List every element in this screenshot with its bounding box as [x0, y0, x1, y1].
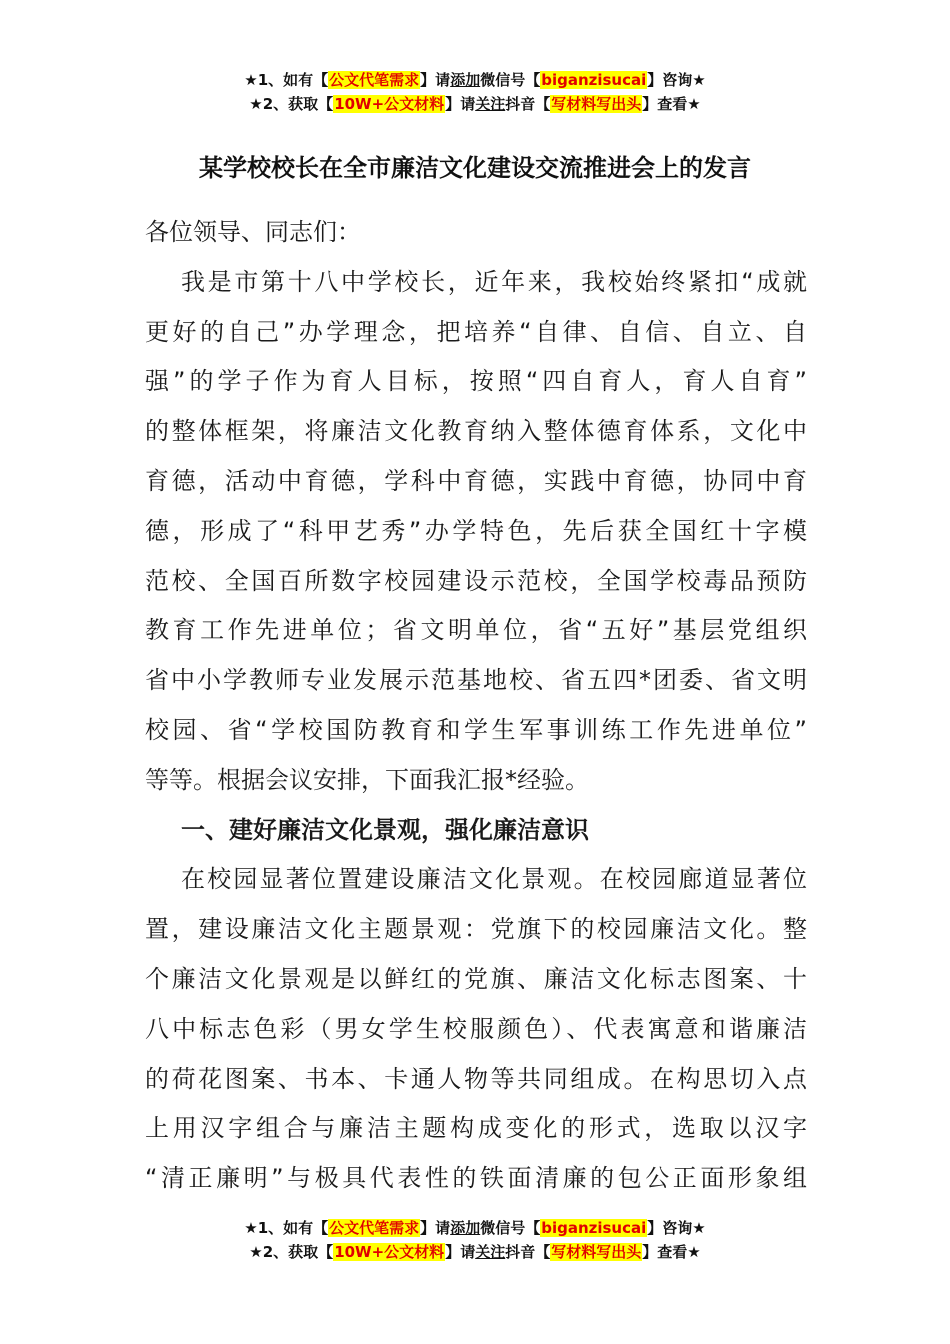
promo-text: ★1、如有【	[244, 71, 329, 89]
promo-text: 】请	[445, 1243, 476, 1261]
document-body	[145, 208, 807, 1204]
promo-highlight: 10W+公文材料	[334, 1243, 445, 1261]
promo-text: 】咨询★	[647, 71, 706, 89]
promo-highlight: 写材料写出头	[551, 95, 642, 113]
promo-highlight: biganzisucai	[541, 71, 647, 89]
promo-text: ★2、获取【	[249, 1243, 334, 1261]
para2-line: 上用汉字组合与廉洁主题构成变化的形式，选取以汉字	[145, 1114, 807, 1143]
promo-line-1	[0, 68, 950, 92]
para1-line: 范校、全国百所数字校园建设示范校，全国学校毒品预防	[145, 566, 807, 595]
promo-underline: 添加	[450, 71, 481, 89]
promo-underline: 关注	[475, 1243, 506, 1261]
promo-text: 】查看★	[642, 1243, 701, 1261]
promo-text: 微信号【	[480, 71, 541, 89]
promo-text: 】请	[445, 95, 476, 113]
promo-highlight: 10W+公文材料	[334, 95, 445, 113]
salutation: 各位领导、同志们：	[145, 218, 361, 246]
promo-line-2	[0, 1240, 950, 1264]
promo-highlight: 写材料写出头	[551, 1243, 642, 1261]
promo-text: 】查看★	[642, 95, 701, 113]
promo-text: 微信号【	[480, 1219, 541, 1237]
para2-line: 八中标志色彩（男女学生校服颜色）、代表寓意和谐廉洁	[145, 1014, 807, 1043]
promo-text: 】请	[420, 1219, 451, 1237]
para2-line: 的荷花图案、书本、卡通人物等共同组成。在构思切入点	[145, 1064, 807, 1093]
para2-line: 个廉洁文化景观是以鲜红的党旗、廉洁文化标志图案、十	[145, 964, 807, 993]
para1-line: 教育工作先进单位；省文明单位，省“五好”基层党组织	[145, 616, 807, 645]
para2-line: 在校园显著位置建设廉洁文化景观。在校园廊道显著位	[181, 865, 807, 894]
promo-line-2	[0, 92, 950, 116]
promo-text: 】请	[420, 71, 451, 89]
promo-highlight: 公文代笔需求	[329, 1219, 420, 1237]
para1-line: 育德，活动中育德，学科中育德，实践中育德，协同中育	[145, 466, 807, 495]
promo-text: 】咨询★	[647, 1219, 706, 1237]
section-heading-1: 一、建好廉洁文化景观，强化廉洁意识	[181, 815, 589, 844]
document-title: 某学校校长在全市廉洁文化建设交流推进会上的发言	[199, 154, 751, 182]
promo-text: 抖音【	[505, 95, 551, 113]
promo-underline: 关注	[475, 95, 506, 113]
promo-text: ★2、获取【	[249, 95, 334, 113]
promo-text: 抖音【	[505, 1243, 551, 1261]
para1-line: 强”的学子作为育人目标，按照“四自育人，育人自育”	[145, 367, 807, 396]
para1-line: 我是市第十八中学校长，近年来，我校始终紧扣“成就	[181, 267, 807, 296]
promo-highlight: 公文代笔需求	[329, 71, 420, 89]
promo-banner-bottom	[0, 1216, 950, 1264]
promo-line-1	[0, 1216, 950, 1240]
promo-highlight: biganzisucai	[541, 1219, 647, 1237]
para1-line: 更好的自己”办学理念，把培养“自律、自信、自立、自	[145, 317, 807, 346]
para1-line: 等等。根据会议安排，下面我汇报*经验。	[145, 765, 589, 794]
promo-underline: 添加	[450, 1219, 481, 1237]
para1-line: 省中小学教师专业发展示范基地校、省五四*团委、省文明	[145, 666, 807, 695]
para2-line: “清正廉明”与极具代表性的铁面清廉的包公正面形象组	[145, 1164, 807, 1193]
promo-banner-top	[0, 68, 950, 116]
promo-text: ★1、如有【	[244, 1219, 329, 1237]
para2-line: 置，建设廉洁文化主题景观：党旗下的校园廉洁文化。整	[145, 915, 807, 944]
para1-line: 德，形成了“科甲艺秀”办学特色，先后获全国红十字模	[145, 516, 807, 545]
para1-line: 的整体框架，将廉洁文化教育纳入整体德育体系，文化中	[145, 417, 807, 446]
para1-line: 校园、省“学校国防教育和学生军事训练工作先进单位”	[145, 715, 807, 744]
